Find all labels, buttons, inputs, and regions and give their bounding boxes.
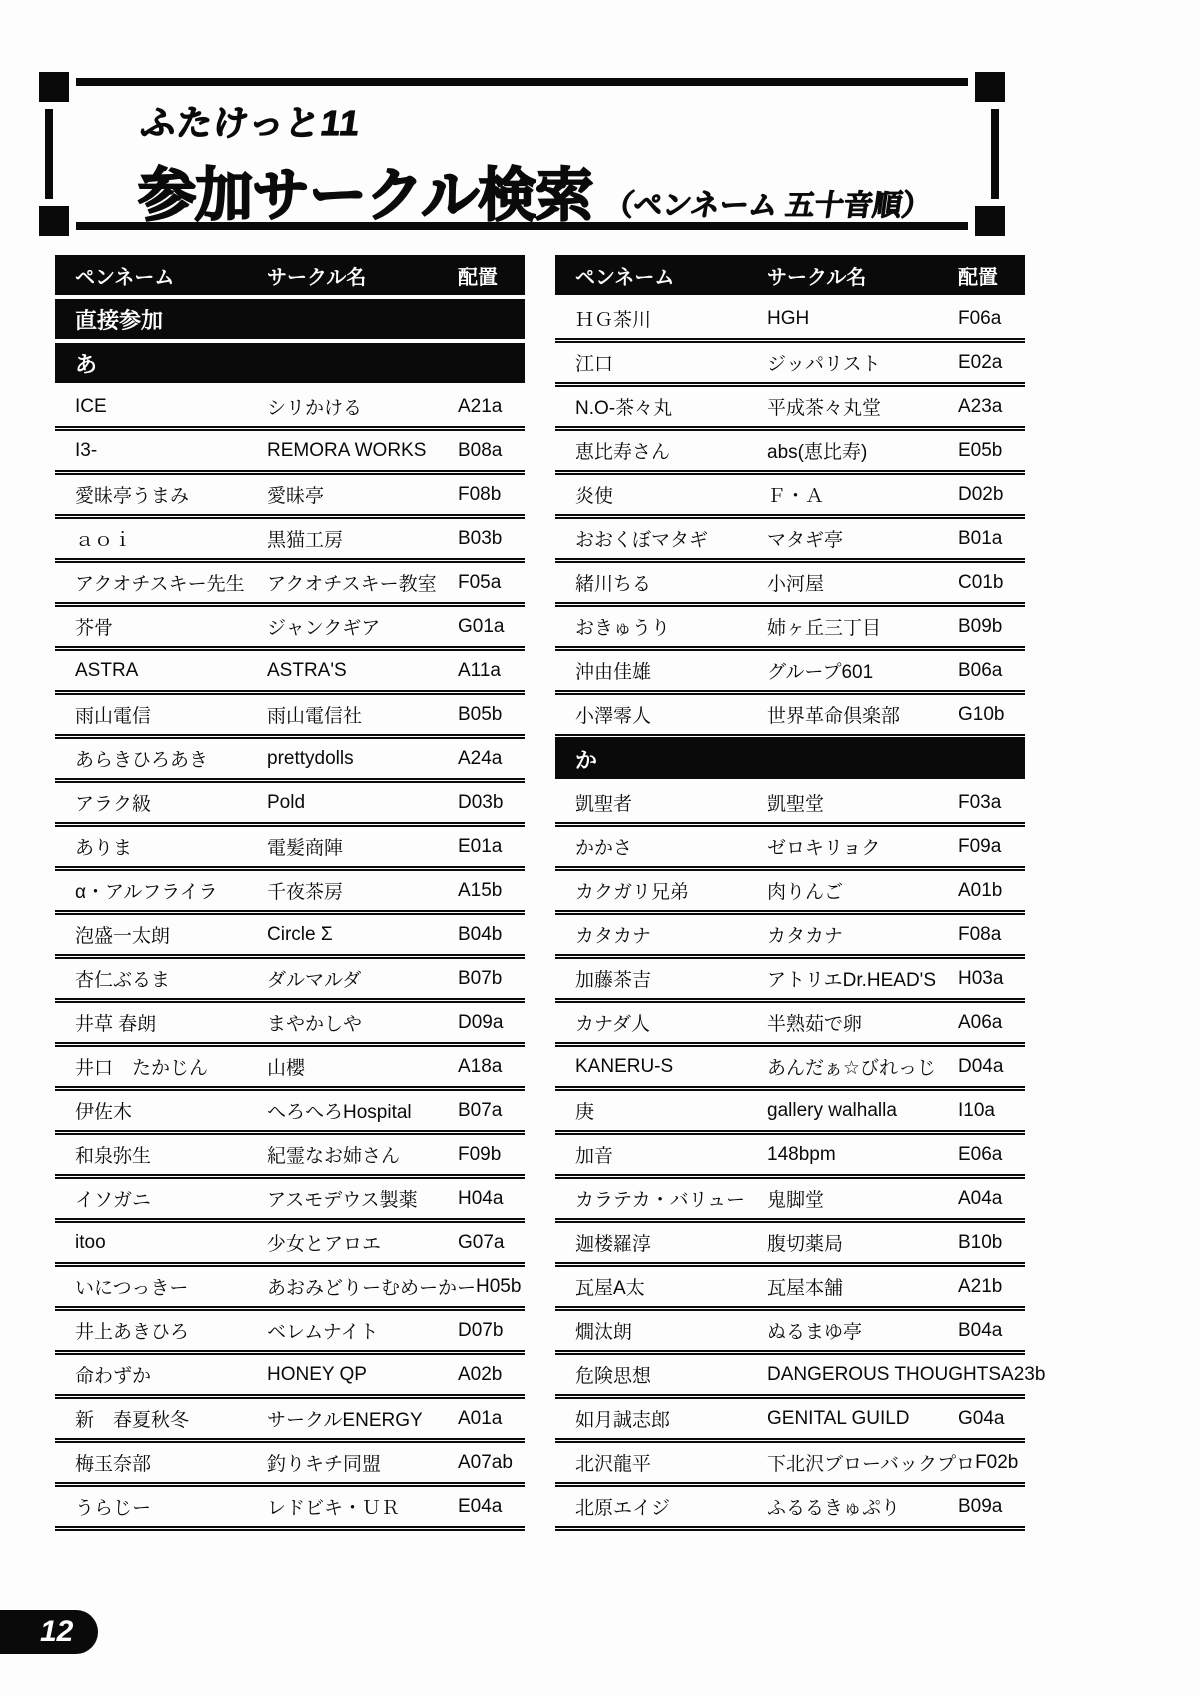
pen-name-cell: おおくぼマタギ	[575, 530, 709, 551]
circle-name-cell: HGH	[767, 307, 810, 329]
placement-cell: B06a	[958, 659, 1003, 681]
table-row	[55, 1267, 525, 1311]
placement-cell: A18a	[458, 1055, 503, 1077]
table-header	[55, 255, 525, 295]
placement-cell: B10b	[958, 1231, 1003, 1253]
placement-cell: G07a	[458, 1231, 505, 1253]
table-row	[55, 783, 525, 827]
circle-name-cell: 平成茶々丸堂	[767, 398, 882, 419]
pen-name-cell: KANERU-S	[575, 1055, 674, 1077]
pen-name-cell: α・アルフライラ	[75, 882, 218, 903]
circle-name-cell: DANGEROUS THOUGHTS	[767, 1363, 1002, 1385]
circle-name-cell: 釣りキチ同盟	[267, 1454, 382, 1475]
placement-cell: F02b	[975, 1451, 1019, 1473]
placement-cell: F05a	[458, 571, 502, 593]
circle-name-cell: ASTRA'S	[267, 659, 347, 681]
table-row	[555, 651, 1025, 695]
table-row	[55, 1223, 525, 1267]
table-row	[55, 563, 525, 607]
circle-name-cell: 肉りんご	[767, 882, 844, 903]
pen-name-cell: N.O-茶々丸	[575, 398, 673, 419]
table-row	[555, 431, 1025, 475]
placement-cell: I10a	[958, 1099, 995, 1121]
placement-cell: F08b	[458, 483, 502, 505]
circle-name-cell: 小河屋	[767, 574, 825, 595]
pen-name-cell: カタカナ	[575, 926, 652, 947]
pen-name-cell: 杏仁ぶるま	[75, 970, 171, 991]
placement-cell: A24a	[458, 747, 503, 769]
placement-cell: H03a	[958, 967, 1004, 989]
circle-name-cell: アトリエDr.HEAD'S	[767, 970, 936, 991]
circle-name-cell: アスモデウス製薬	[267, 1190, 418, 1211]
corner-square-decoration	[39, 72, 69, 102]
pen-name-cell: 和泉弥生	[75, 1146, 152, 1167]
circle-name-cell: Circle Σ	[267, 923, 333, 945]
placement-cell: D03b	[458, 791, 504, 813]
placement-cell: C01b	[958, 571, 1004, 593]
pen-name-header: ペンネーム	[575, 266, 675, 289]
table-row	[555, 959, 1025, 1003]
circle-name-cell: 雨山電信社	[267, 706, 363, 727]
circle-name-cell: 姉ヶ丘三丁目	[767, 618, 882, 639]
page-title: 参加サークル検索	[138, 163, 593, 228]
table-row	[555, 299, 1025, 343]
circle-name-cell: 少女とアロエ	[267, 1234, 382, 1255]
circle-name-cell: 下北沢ブローバックプロ	[767, 1454, 976, 1475]
pen-name-cell: 井草 春朗	[75, 1014, 157, 1035]
circle-name-cell: ジャンクギア	[267, 618, 381, 639]
table-row	[555, 1443, 1025, 1487]
placement-cell: D07b	[458, 1319, 504, 1341]
placement-cell: B07a	[458, 1099, 503, 1121]
circle-name-cell: サークルENERGY	[267, 1410, 423, 1431]
section-banner: か	[555, 739, 1025, 779]
circle-name-cell: Ｆ・Ａ	[767, 486, 825, 507]
table-row	[55, 827, 525, 871]
pen-name-cell: 燗汰朗	[575, 1322, 633, 1343]
table-row	[555, 871, 1025, 915]
table-row	[55, 519, 525, 563]
table-row	[55, 1003, 525, 1047]
pen-name-cell: 伊佐木	[75, 1102, 133, 1123]
table-row	[555, 1399, 1025, 1443]
placement-cell: A21b	[958, 1275, 1003, 1297]
placement-cell: E01a	[458, 835, 503, 857]
pen-name-cell: ASTRA	[75, 659, 139, 681]
table-row	[555, 563, 1025, 607]
table-row	[555, 1179, 1025, 1223]
table-header	[555, 255, 1025, 295]
corner-square-decoration	[39, 206, 69, 236]
circle-name-cell: 千夜茶房	[267, 882, 344, 903]
placement-cell: A04a	[958, 1187, 1003, 1209]
placement-cell: E05b	[958, 439, 1003, 461]
placement-cell: A01a	[458, 1407, 503, 1429]
circle-list-left-column	[55, 255, 525, 1531]
placement-cell: F09a	[958, 835, 1002, 857]
pen-name-cell: あらきひろあき	[75, 750, 209, 771]
placement-cell: H05b	[476, 1275, 522, 1297]
section-banner: あ	[55, 343, 525, 383]
pen-name-cell: 新 春夏秋冬	[75, 1410, 190, 1431]
placement-cell: A11a	[458, 659, 501, 681]
circle-name-cell: 愛昧亭	[267, 486, 325, 507]
placement-cell: B01a	[958, 527, 1003, 549]
pen-name-cell: 加音	[575, 1146, 614, 1167]
pen-name-cell: おきゅうり	[575, 618, 671, 639]
table-row	[55, 431, 525, 475]
pen-name-cell: 危険思想	[575, 1366, 652, 1387]
pen-name-cell: うらじー	[75, 1498, 152, 1519]
pen-name-cell: 北沢龍平	[575, 1454, 652, 1475]
pen-name-cell: アラク級	[75, 794, 152, 815]
table-row	[55, 1355, 525, 1399]
placement-cell: A02b	[458, 1363, 503, 1385]
pen-name-cell: 雨山電信	[75, 706, 152, 727]
circle-name-cell: 山櫻	[267, 1058, 306, 1079]
circle-name-cell: まやかしや	[267, 1014, 363, 1035]
placement-cell: D09a	[458, 1011, 504, 1033]
placement-cell: F03a	[958, 791, 1002, 813]
pen-name-cell: イソガニ	[75, 1190, 152, 1211]
circle-name-cell: ダルマルダ	[267, 970, 362, 991]
table-row	[555, 1135, 1025, 1179]
pen-name-cell: 恵比寿さん	[575, 442, 671, 463]
pen-name-cell: I3-	[75, 439, 98, 461]
pen-name-cell: カナダ人	[575, 1014, 651, 1035]
placement-cell: A21a	[458, 395, 503, 417]
circle-name-cell: abs(恵比寿)	[767, 442, 868, 463]
placement-cell: B04b	[458, 923, 503, 945]
section-banner: 直接参加	[55, 299, 525, 339]
pen-name-cell: 瓦屋A太	[575, 1278, 645, 1299]
table-row	[55, 1135, 525, 1179]
circle-name-cell: あんだぁ☆びれっじ	[767, 1058, 937, 1079]
placement-header: 配置	[958, 266, 998, 289]
table-row	[555, 1487, 1025, 1531]
placement-cell: E06a	[958, 1143, 1003, 1165]
pen-name-cell: 泡盛一太朗	[75, 926, 171, 947]
circle-name-cell: 黒猫工房	[267, 530, 344, 551]
circle-name-cell: アクオチスキー教室	[267, 574, 437, 595]
placement-cell: A07ab	[458, 1451, 513, 1473]
placement-cell: H04a	[458, 1187, 504, 1209]
circle-name-cell: 瓦屋本舗	[767, 1278, 844, 1299]
table-row	[555, 1091, 1025, 1135]
circle-name-cell: 148bpm	[767, 1143, 836, 1165]
circle-name-cell: GENITAL GUILD	[767, 1407, 910, 1429]
circle-name-cell: 世界革命倶楽部	[767, 706, 901, 727]
circle-name-cell: へろへろHospital	[267, 1102, 412, 1123]
table-row	[555, 1355, 1046, 1399]
placement-cell: B08a	[458, 439, 503, 461]
table-row	[55, 695, 525, 739]
table-row	[55, 607, 525, 651]
pen-name-cell: 北原エイジ	[575, 1498, 671, 1519]
circle-name-cell: ベレムナイト	[267, 1322, 379, 1343]
circle-name-cell: 腹切薬局	[767, 1234, 844, 1255]
placement-cell: B05b	[458, 703, 503, 725]
table-row	[555, 1003, 1025, 1047]
placement-cell: E04a	[458, 1495, 503, 1517]
circle-name-cell: シリかける	[267, 398, 363, 419]
corner-square-decoration	[975, 72, 1005, 102]
pen-name-cell: カラテカ・バリュー	[575, 1190, 746, 1211]
circle-name-cell: グループ601	[767, 662, 874, 683]
pen-name-cell: かかさ	[575, 838, 633, 859]
table-row	[555, 695, 1025, 739]
pen-name-cell: 井上あきひろ	[75, 1322, 190, 1343]
circle-name-cell: 凱聖堂	[767, 794, 825, 815]
table-row	[555, 387, 1025, 431]
pen-name-cell: 小澤零人	[575, 706, 652, 727]
table-row	[555, 519, 1025, 563]
table-row	[55, 1443, 525, 1487]
pen-name-cell: 江口	[575, 354, 614, 375]
page-number-tab	[0, 1610, 98, 1654]
placement-cell: A01b	[958, 879, 1003, 901]
placement-cell: B04a	[958, 1319, 1003, 1341]
pen-name-cell: 愛昧亭うまみ	[75, 486, 190, 507]
table-row	[55, 1311, 525, 1355]
circle-name-cell: 紀霊なお姉さん	[267, 1146, 401, 1167]
table-row	[55, 1047, 525, 1091]
circle-name-cell: gallery walhalla	[767, 1099, 897, 1121]
table-row	[555, 783, 1025, 827]
pen-name-cell: 梅玉奈部	[75, 1454, 152, 1475]
placement-cell: G01a	[458, 615, 505, 637]
placement-cell: G04a	[958, 1407, 1005, 1429]
circle-name-header: サークル名	[267, 266, 367, 289]
circle-list-right-column	[555, 255, 1046, 1531]
pen-name-cell: 芥骨	[75, 618, 114, 639]
circle-name-cell: REMORA WORKS	[267, 439, 427, 461]
placement-cell: D04a	[958, 1055, 1004, 1077]
pen-name-cell: 沖由佳雄	[575, 662, 652, 683]
table-row	[55, 651, 525, 695]
circle-name-cell: prettydolls	[267, 747, 354, 769]
pen-name-cell: 緒川ちる	[575, 574, 652, 595]
table-row	[555, 1311, 1025, 1355]
pen-name-cell: ＨＧ茶川	[575, 310, 652, 331]
table-row	[555, 475, 1025, 519]
placement-cell: A23b	[1001, 1363, 1046, 1385]
table-row	[555, 607, 1025, 651]
table-row	[55, 1487, 525, 1531]
table-row	[555, 1267, 1025, 1311]
table-row	[55, 959, 525, 1003]
placement-cell: F09b	[458, 1143, 502, 1165]
table-body	[55, 299, 525, 1531]
pen-name-cell: ICE	[75, 395, 107, 417]
table-row	[55, 1091, 525, 1135]
pen-name-cell: 庚	[575, 1102, 595, 1123]
circle-name-cell: ぬるまゆ亭	[767, 1322, 863, 1343]
pen-name-cell: ａｏｉ	[75, 530, 133, 551]
pen-name-cell: 如月誠志郎	[575, 1410, 671, 1431]
placement-cell: B09b	[958, 615, 1003, 637]
circle-name-cell: 半熟茹で卵	[767, 1014, 863, 1035]
placement-cell: A23a	[958, 395, 1003, 417]
table-row	[555, 915, 1025, 959]
circle-name-cell: Pold	[267, 791, 306, 813]
table-row	[55, 1179, 525, 1223]
corner-square-decoration	[975, 206, 1005, 236]
pen-name-cell: 迦楼羅淳	[575, 1234, 652, 1255]
circle-name-cell: ふるるきゅぷり	[767, 1498, 901, 1519]
table-row	[555, 827, 1025, 871]
event-title: ふたけっと11	[138, 104, 363, 143]
circle-name-header: サークル名	[767, 266, 867, 289]
table-row	[55, 475, 525, 519]
placement-cell: A15b	[458, 879, 503, 901]
pen-name-cell: カクガリ兄弟	[575, 882, 690, 903]
table-row	[55, 387, 525, 431]
placement-cell: G10b	[958, 703, 1005, 725]
table-row	[55, 739, 525, 783]
placement-cell: D02b	[958, 483, 1004, 505]
circle-name-cell: カタカナ	[767, 926, 844, 947]
circle-name-cell: 電髪商陣	[267, 838, 344, 859]
table-row	[55, 1399, 525, 1443]
placement-cell: F06a	[958, 307, 1002, 329]
table-body	[555, 299, 1046, 1531]
pen-name-cell: ありま	[75, 838, 133, 859]
circle-name-cell: HONEY QP	[267, 1363, 367, 1385]
circle-name-cell: ジッパリスト	[767, 354, 881, 375]
placement-cell: B03b	[458, 527, 503, 549]
circle-name-cell: 鬼脚堂	[767, 1190, 825, 1211]
placement-cell: F08a	[958, 923, 1002, 945]
pen-name-cell: 炎使	[575, 486, 614, 507]
placement-cell: B09a	[958, 1495, 1003, 1517]
table-row	[555, 1047, 1025, 1091]
title-box	[45, 78, 999, 230]
table-row	[55, 871, 525, 915]
circle-name-cell: マタギ亭	[767, 530, 844, 551]
placement-cell: E02a	[958, 351, 1003, 373]
page-number: 12	[40, 1615, 74, 1648]
pen-name-cell: 凱聖者	[575, 794, 633, 815]
table-row	[55, 915, 525, 959]
pen-name-cell: 井口 たかじん	[75, 1058, 209, 1079]
pen-name-cell: 命わずか	[75, 1366, 152, 1387]
placement-cell: A06a	[958, 1011, 1003, 1033]
pen-name-cell: itoo	[75, 1231, 106, 1253]
page-title-suffix: （ペンネーム 五十音順）	[602, 190, 934, 222]
table-row	[555, 343, 1025, 387]
pen-name-header: ペンネーム	[75, 266, 175, 289]
pen-name-cell: いにつっきー	[75, 1278, 189, 1299]
pen-name-cell: 加藤茶吉	[575, 970, 652, 991]
pen-name-cell: アクオチスキー先生	[75, 574, 245, 595]
table-row	[555, 1223, 1025, 1267]
circle-name-cell: あおみどりーむめーかー	[267, 1278, 477, 1299]
circle-name-cell: ゼロキリョク	[767, 838, 881, 859]
circle-name-cell: レドビキ・ＵＲ	[267, 1498, 401, 1519]
placement-cell: B07b	[458, 967, 503, 989]
placement-header: 配置	[458, 266, 498, 289]
